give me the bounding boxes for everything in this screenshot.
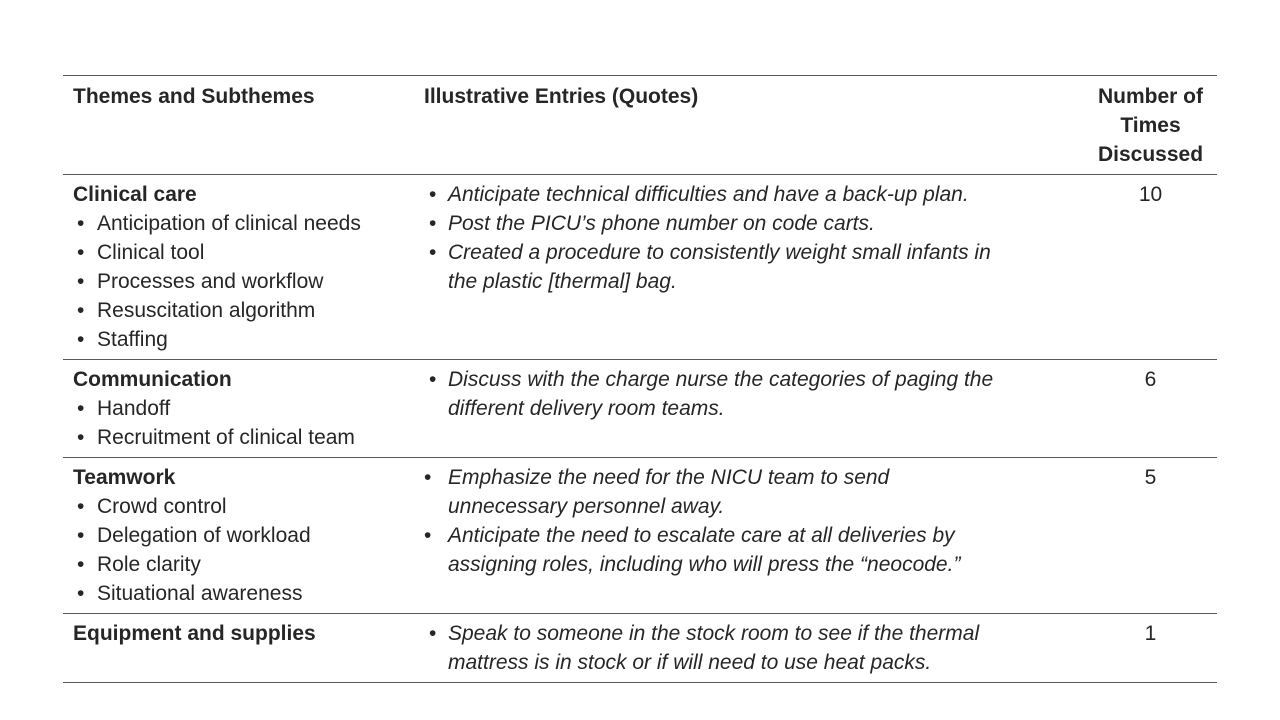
header-themes: Themes and Subthemes <box>63 76 424 175</box>
quote-cell <box>424 614 1014 683</box>
subtheme-item: • Role clarity <box>73 550 424 579</box>
quote-list <box>424 463 1014 579</box>
subtheme-list <box>73 492 424 608</box>
subtheme-item: • Crowd control <box>73 492 424 521</box>
quote-item: • Discuss with the charge nurse the categories of paging the different delivery room teams. <box>424 365 1014 423</box>
quote-item: • Anticipate the need to escalate care at all deliveries by assigning roles, including who will press the “neocode.” <box>424 521 1014 579</box>
quote-cell <box>424 175 1014 360</box>
count-cell: 5 <box>1014 458 1217 614</box>
count-cell: 6 <box>1014 360 1217 458</box>
theme-name: Equipment and supplies <box>73 622 316 645</box>
table-row <box>63 614 1217 683</box>
table-row <box>63 458 1217 614</box>
quote-list <box>424 365 1014 423</box>
subtheme-item: • Recruitment of clinical team <box>73 423 424 452</box>
quote-list <box>424 619 1014 677</box>
subtheme-item: • Resuscitation algorithm <box>73 296 424 325</box>
subtheme-item: • Anticipation of clinical needs <box>73 209 424 238</box>
themes-table <box>63 75 1217 683</box>
header-count <box>1014 76 1217 175</box>
table-row <box>63 360 1217 458</box>
subtheme-list <box>73 394 424 452</box>
quote-cell <box>424 458 1014 614</box>
quote-cell <box>424 360 1014 458</box>
count-cell: 1 <box>1014 614 1217 683</box>
quote-item: • Emphasize the need for the NICU team to send unnecessary personnel away. <box>424 463 1014 521</box>
theme-cell <box>63 360 424 458</box>
theme-cell <box>63 614 424 683</box>
theme-cell <box>63 458 424 614</box>
quote-item: • Anticipate technical difficulties and have a back-up plan. <box>424 180 1014 209</box>
theme-cell <box>63 175 424 360</box>
theme-name: Clinical care <box>73 183 197 206</box>
header-count-line1: Number of Times <box>1098 85 1203 137</box>
quote-item: • Post the PICU’s phone number on code carts. <box>424 209 1014 238</box>
subtheme-item: • Staffing <box>73 325 424 354</box>
count-cell: 10 <box>1014 175 1217 360</box>
header-entries: Illustrative Entries (Quotes) <box>424 76 1014 175</box>
table-row <box>63 175 1217 360</box>
header-count-line2: Discussed <box>1097 143 1204 166</box>
header-row <box>63 76 1217 175</box>
subtheme-item: • Delegation of workload <box>73 521 424 550</box>
quote-list <box>424 180 1014 296</box>
subtheme-item: • Situational awareness <box>73 579 424 608</box>
quote-item: • Speak to someone in the stock room to see if the thermal mattress is in stock or if will need to use heat packs. <box>424 619 1014 677</box>
subtheme-item: • Handoff <box>73 394 424 423</box>
theme-name: Communication <box>73 368 232 391</box>
quote-item: • Created a procedure to consistently weight small infants in the plastic [thermal] bag. <box>424 238 1014 296</box>
subtheme-item: • Processes and workflow <box>73 267 424 296</box>
theme-name: Teamwork <box>73 466 176 489</box>
subtheme-list <box>73 209 424 354</box>
subtheme-item: • Clinical tool <box>73 238 424 267</box>
